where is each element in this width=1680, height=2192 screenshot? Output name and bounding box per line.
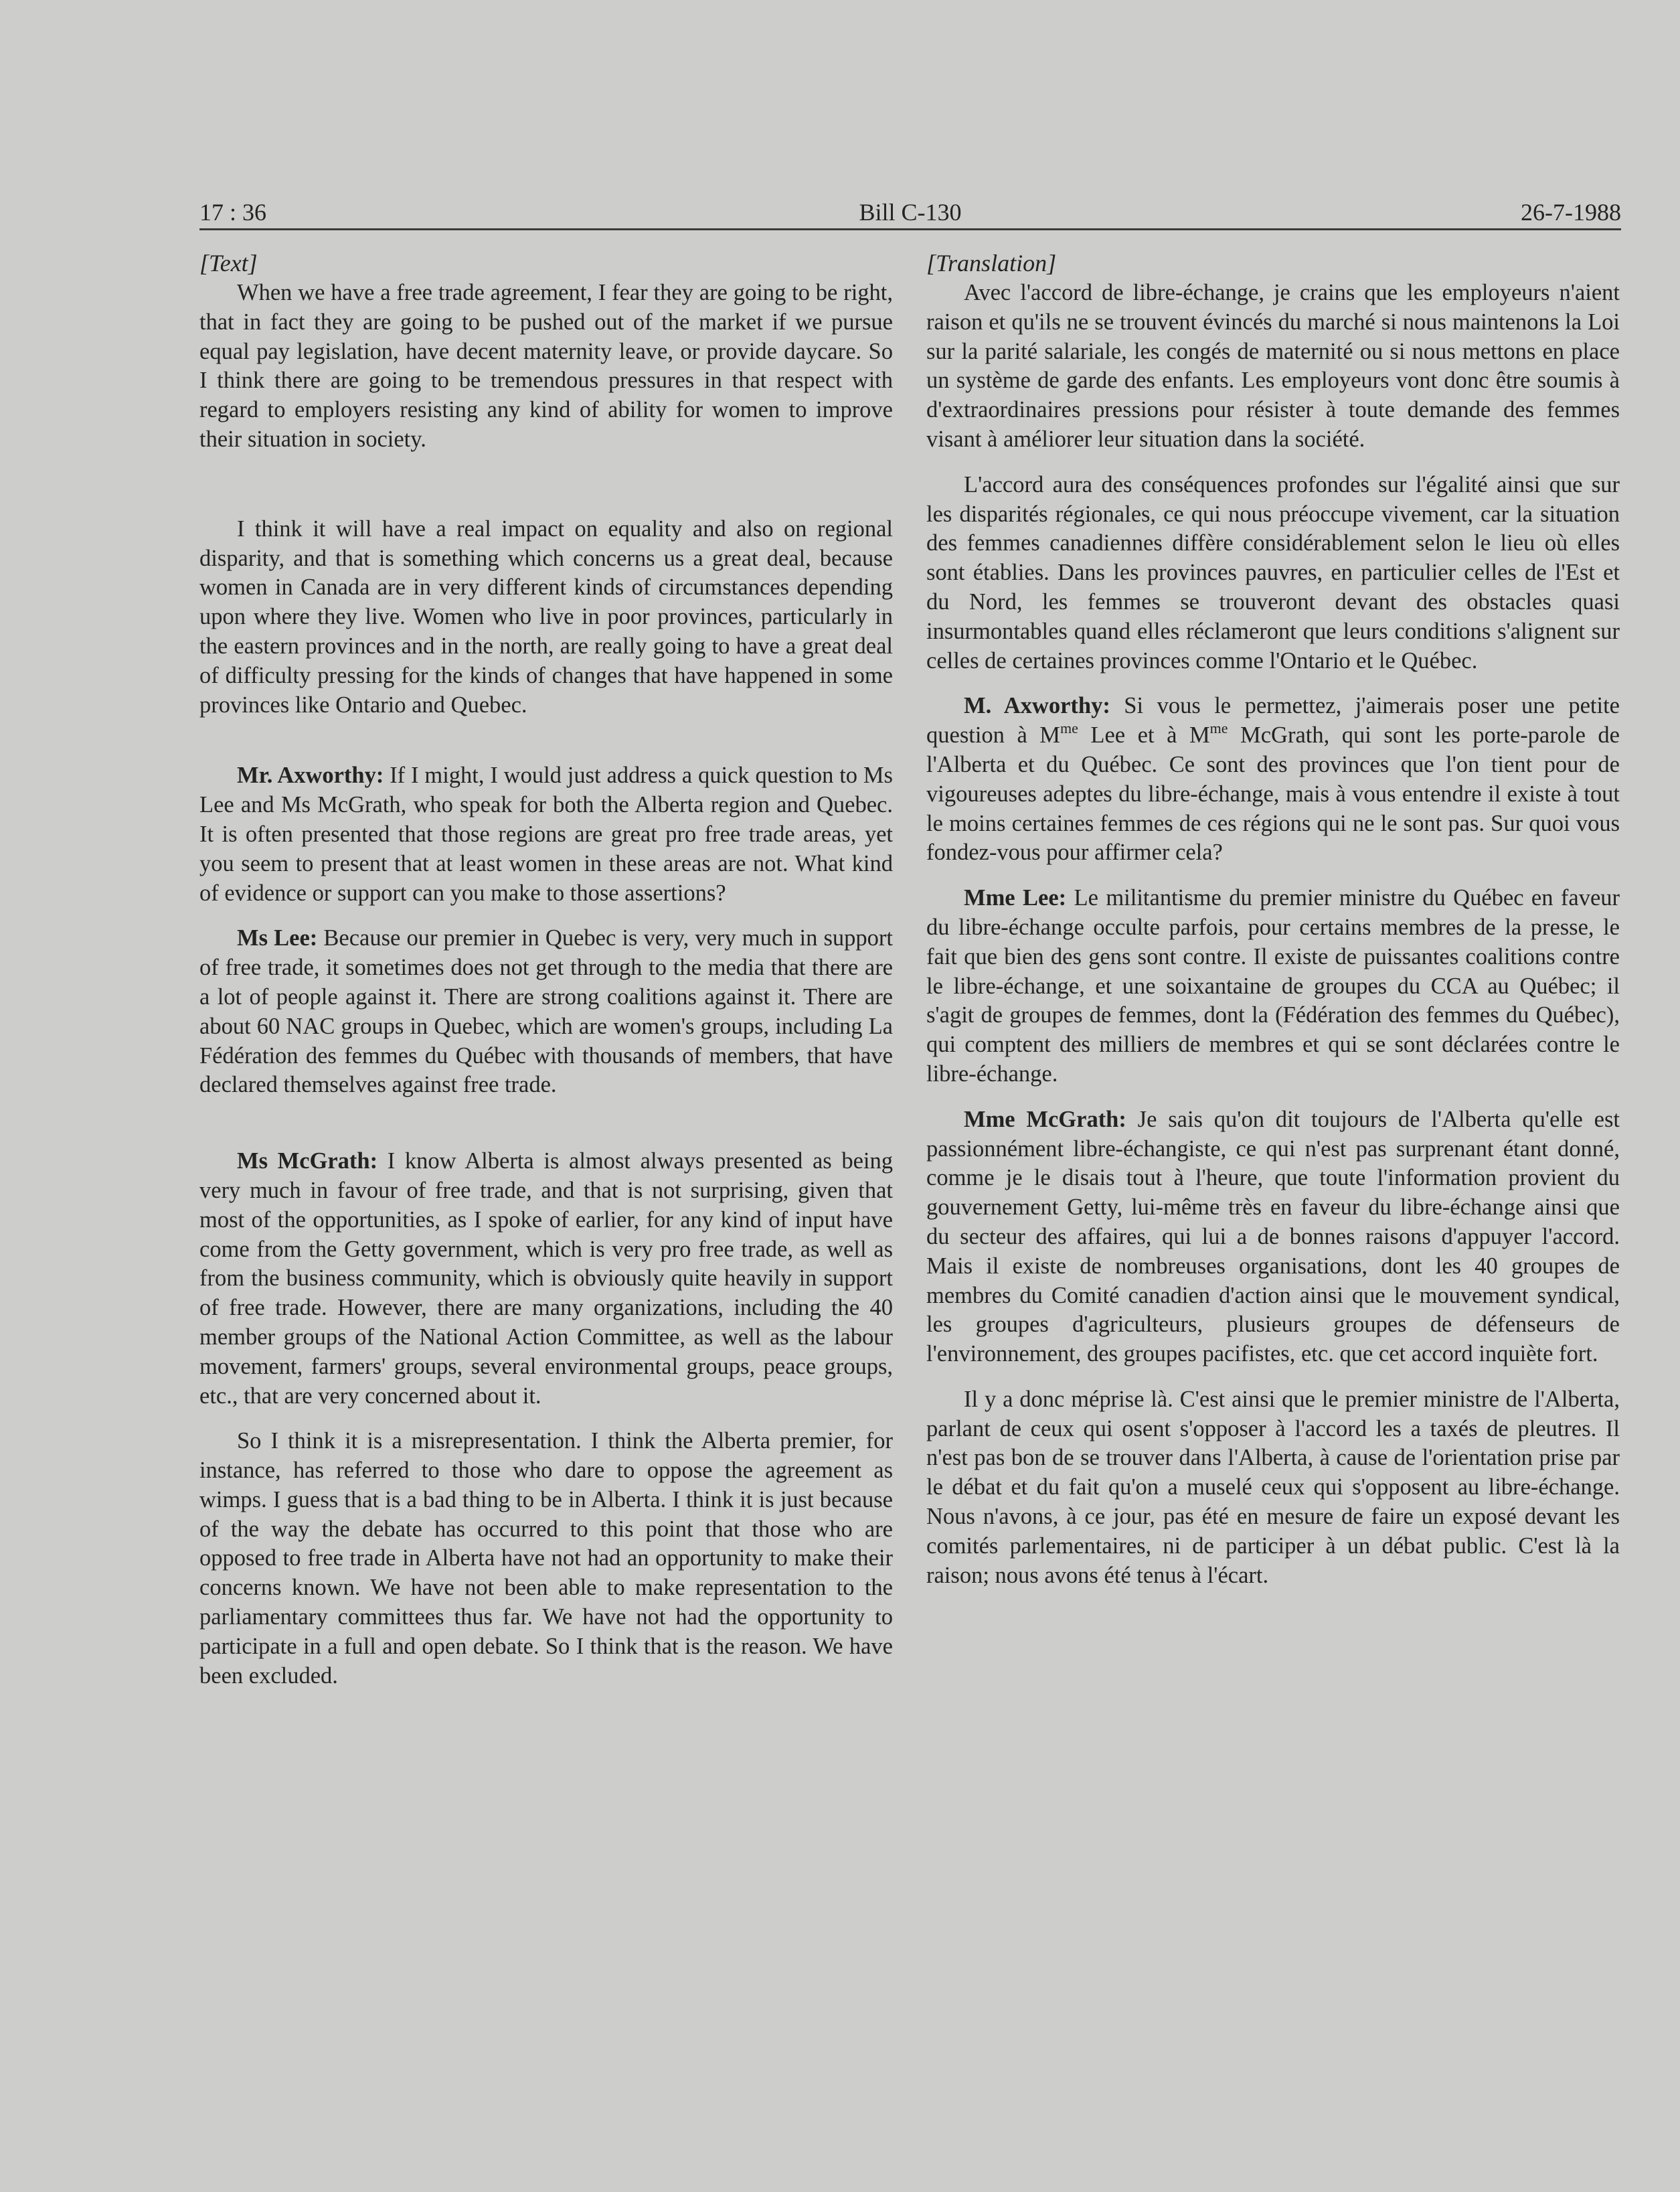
- english-column: [199, 249, 893, 1691]
- french-column: [926, 249, 1620, 1590]
- header-date: 26-7-1988: [1521, 199, 1621, 226]
- speech-text: Le militantisme du premier ministre du Québec en faveur du libre-échange occulte parfois, pour certains membres de la presse, le fait que bien des gens sont contre. Il existe de puissantes coalitions contre le libre-échange, et une soixantaine de groupes du CCA au Québec; il s'agit de groupes de femmes, dont la (Fédération des femmes du Québec), qui comptent des milliers de membres et qui se sont déclarées contre le libre-échange.: [926, 885, 1620, 1087]
- speech-text: If I might, I would just address a quick question to Ms Lee and Ms McGrath, who speak for both the Alberta region and Quebec. It is often presented that those regions are great pro free trade areas, yet you seem to present that at least women in these areas are not. What kind of evidence or support can you make to those assertions?: [199, 763, 893, 906]
- page-header: [199, 195, 1621, 229]
- speaker-name: Mr. Axworthy:: [237, 763, 384, 789]
- english-paragraph-5: [199, 1147, 893, 1411]
- page-number: 17 : 36: [199, 199, 267, 226]
- speech-text: Je sais qu'on dit toujours de l'Alberta qu'elle est passionnément libre-échangiste, ce qui n'est pas surprenant étant donné, comme je le disais tout à l'heure, que toute l'information provient du gouvernement Getty, lui-même très en faveur du libre-échange ainsi que du secteur des affaires, qui lui a de bonnes raisons d'appuyer l'accord. Mais il existe de nombreuses organisations, dont les 40 groupes de membres du Comité canadien d'action ainsi que le mouvement syndical, les groupes d'agriculteurs, plusieurs groupes de défenseurs de l'environnement, des groupes pacifistes, etc. que cet accord inquiète fort.: [926, 1106, 1620, 1367]
- speech-text: I know Alberta is almost always presented as being very much in favour of free trade, and that is not surprising, given that most of the opportunities, as I spoke of earlier, for any kind of input have come from the Getty government, which is very pro free trade, as well as from the business community, which is obviously quite heavily in support of free trade. However, there are many organizations, including the 40 member groups of the National Action Committee, as well as the labour movement, farmers' groups, several environmental groups, peace groups, etc., that are very concerned about it.: [199, 1148, 893, 1409]
- english-paragraph-4: [199, 924, 893, 1100]
- header-rule: [199, 228, 1621, 230]
- english-label: [Text]: [199, 250, 258, 277]
- speaker-name: M. Axworthy:: [964, 693, 1110, 719]
- english-paragraph-1: When we have a free trade agreement, I fear they are going to be right, that in fact they are going to be pushed out of the market if we pursue equal pay legislation, have decent maternity leave, or provide daycare. So I think there are going to be tremendous pressures in that respect with regard to employers resisting any kind of ability for women to improve their situation in society.: [199, 280, 893, 452]
- french-paragraph-5: [926, 1105, 1620, 1369]
- french-paragraph-1: Avec l'accord de libre-échange, je crains que les employeurs n'aient raison et qu'ils ne se trouvent évincés du marché si nous maintenons la Loi sur la parité salariale, les congés de maternité ou si nous mettons en place un système de garde des enfants. Les employeurs vont donc être soumis à d'extraordinaires pressions pour résister à toute demande des femmes visant à améliorer leur situation dans la société.: [926, 280, 1620, 452]
- speaker-name: Ms Lee:: [237, 925, 318, 951]
- speaker-name: Ms McGrath:: [237, 1148, 378, 1174]
- speech-text: Lee et à M: [1078, 722, 1210, 749]
- speaker-name: Mme Lee:: [964, 885, 1067, 911]
- speech-text: Si vous le permettez, j'aimerais poser une petite question à M: [926, 693, 1620, 749]
- french-paragraph-3: [926, 692, 1620, 868]
- english-paragraph-3: [199, 761, 893, 908]
- english-paragraph-6: So I think it is a misrepresentation. I think the Alberta premier, for instance, has referred to those who dare to oppose the agreement as wimps. I guess that is a bad thing to be in Alberta. I think it is just because of the way the debate has occurred to this point that those who are opposed to free trade in Alberta have not had an opportunity to make their concerns known. We have not been able to make representation to the parliamentary committees thus far. We have not had the opportunity to participate in a full and open debate. So I think that is the reason. We have been excluded.: [199, 1428, 893, 1689]
- superscript: me: [1209, 720, 1228, 737]
- speaker-name: Mme McGrath:: [964, 1106, 1126, 1132]
- superscript: me: [1060, 720, 1078, 737]
- english-paragraph-2: I think it will have a real impact on equality and also on regional disparity, and that is something which concerns us a great deal, because women in Canada are in very different kinds of circumstances depending upon where they live. Women who live in poor provinces, particularly in the eastern provinces and in the north, are really going to have a great deal of difficulty pressing for the kinds of changes that have happened in some provinces like Ontario and Quebec.: [199, 516, 893, 718]
- french-label: [Translation]: [926, 250, 1057, 277]
- speech-text: McGrath, qui sont les porte-parole de l'Alberta et du Québec. Ce sont des provinces que l'on tient pour de vigoureuses adeptes du libre-échange, mais à vous entendre il existe à tout le moins certaines femmes de ces régions qui ne le sont pas. Sur quoi vous fondez-vous pour affirmer cela?: [926, 722, 1620, 866]
- french-paragraph-2: L'accord aura des conséquences profondes sur l'égalité ainsi que sur les disparités régionales, ce qui nous préoccupe vivement, car la situation des femmes canadiennes diffère considérablement selon le lieu où elles sont établies. Dans les provinces pauvres, en particulier celles de l'Est et du Nord, les femmes se trouveront devant des obstacles quasi insurmontables quand elles réclameront que leurs conditions s'alignent sur celles de certaines provinces comme l'Ontario et le Québec.: [926, 471, 1620, 674]
- running-title: Bill C-130: [859, 199, 962, 226]
- french-paragraph-4: [926, 884, 1620, 1089]
- speech-text: Because our premier in Quebec is very, very much in support of free trade, it sometimes does not get through to the media that there are a lot of people against it. There are strong coalitions against it. There are about 60 NAC groups in Quebec, which are women's groups, including La Fédération des femmes du Québec with thousands of members, that have declared themselves against free trade.: [199, 925, 893, 1098]
- french-paragraph-6: Il y a donc méprise là. C'est ainsi que le premier ministre de l'Alberta, parlant de ceux qui osent s'opposer à l'accord les a taxés de pleutres. Il n'est pas bon de se trouver dans l'Alberta, à cause de l'orientation prise par le débat et du fait qu'on a muselé ceux qui s'opposent au libre-échange. Nous n'avons, à ce jour, pas été en mesure de faire un exposé devant les comités parlementaires, ni de participer à un débat public. C'est là la raison; nous avons été tenus à l'écart.: [926, 1386, 1620, 1588]
